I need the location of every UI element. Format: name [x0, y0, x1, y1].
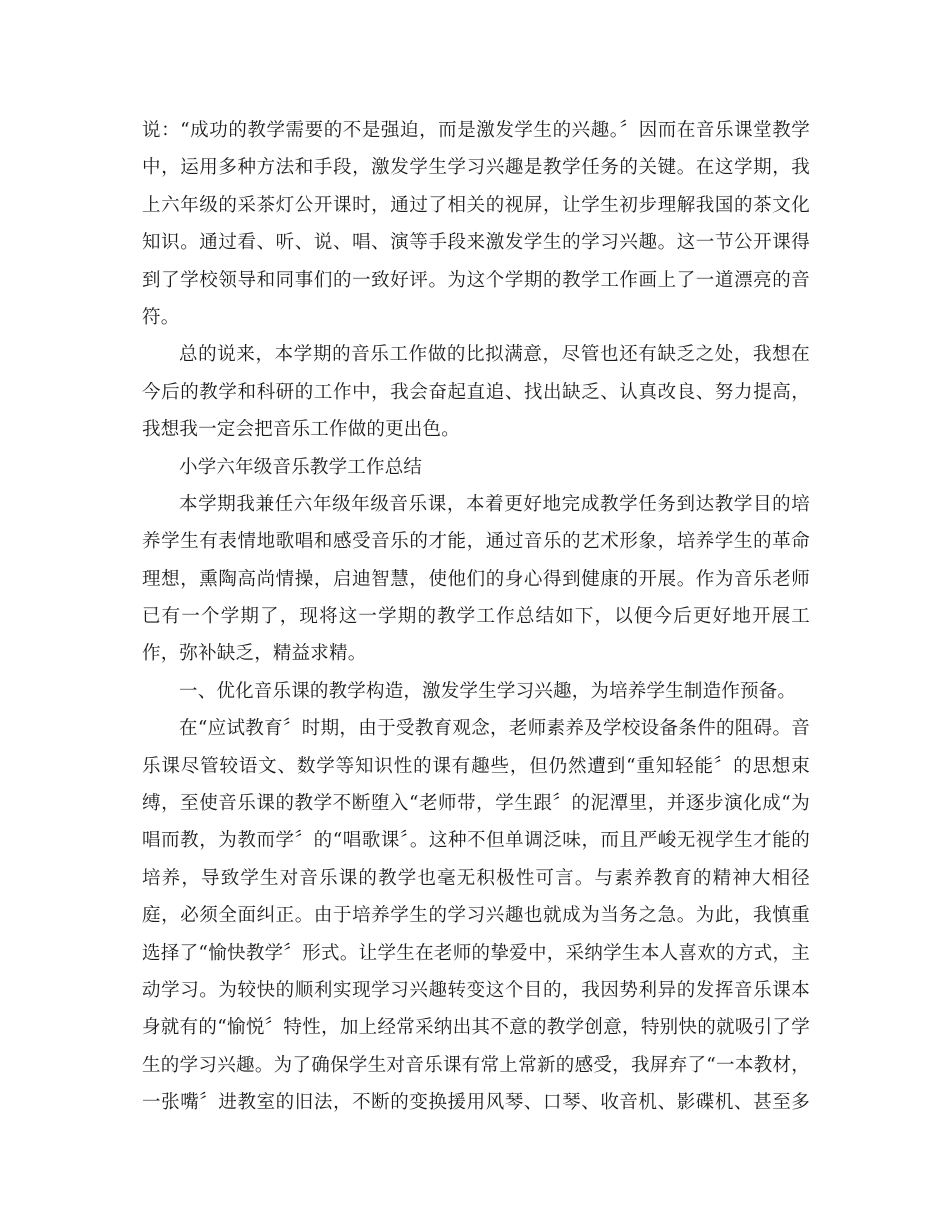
body-text — [142, 112, 810, 1122]
text-line: 已有一个学期了，现将这一学期的教学工作总结如下，以便今后更好地开展工 — [142, 606, 810, 628]
text-line: 知识。通过看、听、说、唱、演等手段来激发学生的学习兴趣。这一节公开课得 — [142, 232, 810, 254]
text-line: 身就有的“愉悦〞特性，加上经常采纳出其不意的教学创意，特别快的就吸引了学 — [142, 1017, 810, 1039]
text-line: 选择了“愉快教学〞形式。让学生在老师的挚爱中，采纳学生本人喜欢的方式，主 — [142, 942, 810, 964]
text-line: 动学习。为较快的顺利实现学习兴趣转变这个目的，我因势利异的发挥音乐课本 — [142, 979, 810, 1001]
text-line: 养学生有表情地歌唱和感受音乐的才能，通过音乐的艺术形象，培养学生的革命 — [142, 531, 810, 553]
text-line: 上六年级的采茶灯公开课时，通过了相关的视屏，让学生初步理解我国的茶文化 — [142, 194, 810, 216]
text-line: 庭，必须全面纠正。由于培养学生的学习兴趣也就成为当务之急。为此，我慎重 — [142, 905, 810, 927]
text-line: 到了学校领导和同事们的一致好评。为这个学期的教学工作画上了一道漂亮的音 — [142, 269, 810, 291]
text-line: 本学期我兼任六年级年级音乐课，本着更好地完成教学任务到达教学目的培 — [179, 493, 810, 515]
text-line: 我想我一定会把音乐工作做的更出色。 — [142, 419, 460, 441]
text-line: 缚，至使音乐课的教学不断堕入“老师带，学生跟〞的泥潭里，并逐步演化成“为 — [142, 793, 810, 815]
section-title: 小学六年级音乐教学工作总结 — [179, 456, 423, 478]
section-heading: 一、优化音乐课的教学构造，激发学生学习兴趣，为培养学生制造作预备。 — [179, 680, 797, 702]
text-line: 乐课尽管较语文、数学等知识性的课有趣些，但仍然遭到“重知轻能〞的思想束 — [142, 755, 810, 777]
text-line: 作，弥补缺乏，精益求精。 — [142, 643, 367, 665]
text-line: 今后的教学和科研的工作中，我会奋起直追、找出缺乏、认真改良、努力提高， — [142, 381, 810, 403]
text-line: 符。 — [142, 306, 180, 328]
text-line: 生的学习兴趣。为了确保学生对音乐课有常上常新的感受，我屏弃了“一本教材， — [142, 1054, 810, 1076]
text-line: 一张嘴〞进教室的旧法，不断的变换援用风琴、口琴、收音机、影碟机、甚至多 — [142, 1092, 810, 1114]
text-line: 说：“成功的教学需要的不是强迫，而是激发学生的兴趣。〞因而在音乐课堂教学 — [142, 120, 810, 141]
text-line: 中，运用多种方法和手段，激发学生学习兴趣是教学任务的关键。在这学期，我 — [142, 157, 810, 179]
text-line: 在“应试教育〞时期，由于受教育观念，老师素养及学校设备条件的阻碍。音 — [179, 718, 810, 740]
text-line: 培养，导致学生对音乐课的教学也毫无积极性可言。与素养教育的精神大相径 — [142, 867, 810, 889]
text-line: 理想，熏陶高尚情操，启迪智慧，使他们的身心得到健康的开展。作为音乐老师 — [142, 568, 810, 590]
text-line: 唱而教，为教而学〞的“唱歌课〞。这种不但单调泛味，而且严峻无视学生才能的 — [142, 830, 810, 852]
text-line: 总的说来，本学期的音乐工作做的比拟满意，尽管也还有缺乏之处，我想在 — [179, 344, 810, 366]
